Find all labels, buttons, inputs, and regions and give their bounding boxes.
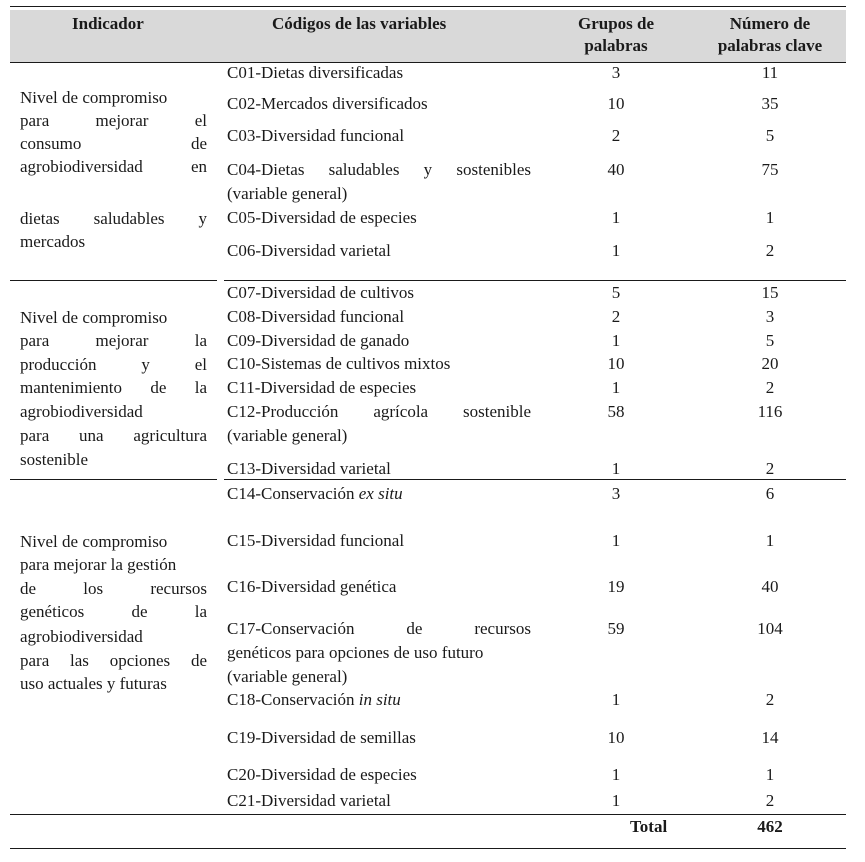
row-c11-grupos: 1 [611, 378, 621, 397]
row-c12-code: C12-Producción agrícola sostenible [227, 402, 531, 421]
total-rule [10, 814, 846, 815]
header-indicador: Indicador [72, 14, 144, 33]
row-c19-code: C19-Diversidad de semillas [227, 728, 416, 747]
indicator-1-line-6: mercados [20, 232, 86, 251]
header-codigos: Códigos de las variables [272, 14, 447, 33]
row-c01-numero: 11 [761, 63, 779, 82]
row-c02-numero: 35 [761, 94, 779, 113]
row-c11-code: C11-Diversidad de especies [227, 378, 417, 397]
row-c06-code: C06-Diversidad varietal [227, 241, 391, 260]
row-c14-code: C14-Conservación ex situ [227, 484, 403, 503]
indicator-3-line-2: para mejorar la gestión [20, 555, 177, 574]
indicator-2-line-5: agrobiodiversidad [20, 402, 143, 421]
total-value: 462 [757, 817, 783, 836]
total-label: Total [630, 817, 668, 836]
row-c16-code: C16-Diversidad genética [227, 577, 397, 596]
group-rule-2-right [224, 479, 846, 480]
row-c12-code-line2: (variable general) [227, 426, 348, 445]
row-c21-numero: 2 [765, 791, 775, 810]
row-c20-code: C20-Diversidad de especies [227, 765, 417, 784]
group-rule-1-left [10, 280, 217, 281]
row-c21-code: C21-Diversidad varietal [227, 791, 391, 810]
row-c01-grupos: 3 [611, 63, 621, 82]
indicator-3-line-5: agrobiodiversidad [20, 627, 143, 646]
row-c17-grupos: 59 [607, 619, 625, 638]
row-c17-code: C17-Conservación de recursos [227, 619, 531, 638]
indicator-2-line-2: para mejorar la [20, 331, 207, 350]
header-rule [10, 62, 846, 63]
row-c08-numero: 3 [765, 307, 775, 326]
row-c20-grupos: 1 [611, 765, 621, 784]
indicator-1-line-2: para mejorar el [20, 111, 207, 130]
row-c05-code: C05-Diversidad de especies [227, 208, 417, 227]
group-rule-2-left [10, 479, 217, 480]
row-c18-code: C18-Conservación in situ [227, 690, 401, 709]
row-c17-code-line3: (variable general) [227, 667, 348, 686]
row-c18-numero: 2 [765, 690, 775, 709]
row-c06-grupos: 1 [611, 241, 621, 260]
row-c09-code: C09-Diversidad de ganado [227, 331, 410, 350]
row-c14-code-italic: ex situ [358, 484, 403, 503]
indicator-1-line-3: consumo de [20, 134, 207, 153]
indicator-2-line-4: mantenimiento de la [20, 378, 207, 397]
row-c17-numero: 104 [757, 619, 783, 638]
indicator-3-line-4: genéticos de la [20, 602, 207, 621]
row-c19-grupos: 10 [607, 728, 625, 747]
row-c19-numero: 14 [761, 728, 779, 747]
row-c03-numero: 5 [765, 126, 775, 145]
row-c01-code: C01-Dietas diversificadas [227, 63, 404, 82]
row-c07-code: C07-Diversidad de cultivos [227, 283, 414, 302]
header-grupos-line2: palabras [584, 36, 648, 55]
header-numero-line1: Número de [729, 14, 811, 33]
indicator-1-line-5: dietas saludables y [20, 209, 207, 228]
row-c09-grupos: 1 [611, 331, 621, 350]
row-c03-grupos: 2 [611, 126, 621, 145]
row-c16-numero: 40 [761, 577, 779, 596]
row-c08-code: C08-Diversidad funcional [227, 307, 405, 326]
row-c13-grupos: 1 [611, 459, 621, 478]
row-c18-grupos: 1 [611, 690, 621, 709]
row-c08-grupos: 2 [611, 307, 621, 326]
row-c15-code: C15-Diversidad funcional [227, 531, 405, 550]
row-c10-code: C10-Sistemas de cultivos mixtos [227, 354, 451, 373]
row-c07-grupos: 5 [611, 283, 621, 302]
indicator-3-line-3: de los recursos [20, 579, 207, 598]
row-c12-numero: 116 [757, 402, 783, 421]
row-c07-numero: 15 [761, 283, 779, 302]
group-rule-1-right [224, 280, 846, 281]
row-c06-numero: 2 [765, 241, 775, 260]
row-c03-code: C03-Diversidad funcional [227, 126, 405, 145]
row-c09-numero: 5 [765, 331, 775, 350]
row-c04-code: C04-Dietas saludables y sostenibles [227, 160, 531, 179]
indicator-2-line-1: Nivel de compromiso [20, 308, 168, 327]
row-c14-grupos: 3 [611, 484, 621, 503]
bottom-rule [10, 848, 846, 849]
row-c04-numero: 75 [761, 160, 779, 179]
row-c02-grupos: 10 [607, 94, 625, 113]
row-c11-numero: 2 [765, 378, 775, 397]
row-c02-code: C02-Mercados diversificados [227, 94, 428, 113]
row-c16-grupos: 19 [607, 577, 625, 596]
row-c10-grupos: 10 [607, 354, 625, 373]
row-c04-grupos: 40 [607, 160, 625, 179]
top-rule [10, 6, 846, 7]
header-grupos-line1: Grupos de [577, 14, 655, 33]
row-c14-numero: 6 [765, 484, 775, 503]
row-c04-code-line2: (variable general) [227, 184, 348, 203]
row-c18-code-italic: in situ [358, 690, 401, 709]
indicator-2-line-7: sostenible [20, 450, 88, 469]
row-c05-grupos: 1 [611, 208, 621, 227]
row-c21-grupos: 1 [611, 791, 621, 810]
row-c20-numero: 1 [765, 765, 775, 784]
indicator-3-line-1: Nivel de compromiso [20, 532, 168, 551]
row-c13-code: C13-Diversidad varietal [227, 459, 391, 478]
row-c15-numero: 1 [765, 531, 775, 550]
row-c05-numero: 1 [765, 208, 775, 227]
row-c12-grupos: 58 [607, 402, 625, 421]
indicator-1-line-4: agrobiodiversidad en [20, 157, 207, 176]
row-c13-numero: 2 [765, 459, 775, 478]
row-c15-grupos: 1 [611, 531, 621, 550]
header-numero-line2: palabras clave [717, 36, 823, 55]
row-c17-code-line2: genéticos para opciones de uso futuro [227, 643, 484, 662]
indicator-1-line-1: Nivel de compromiso [20, 88, 168, 107]
indicator-3-line-6: para las opciones de [20, 651, 207, 670]
row-c10-numero: 20 [761, 354, 779, 373]
indicator-2-line-6: para una agricultura [20, 426, 207, 445]
indicator-2-line-3: producción y el [20, 355, 207, 374]
indicator-3-line-7: uso actuales y futuras [20, 674, 167, 693]
